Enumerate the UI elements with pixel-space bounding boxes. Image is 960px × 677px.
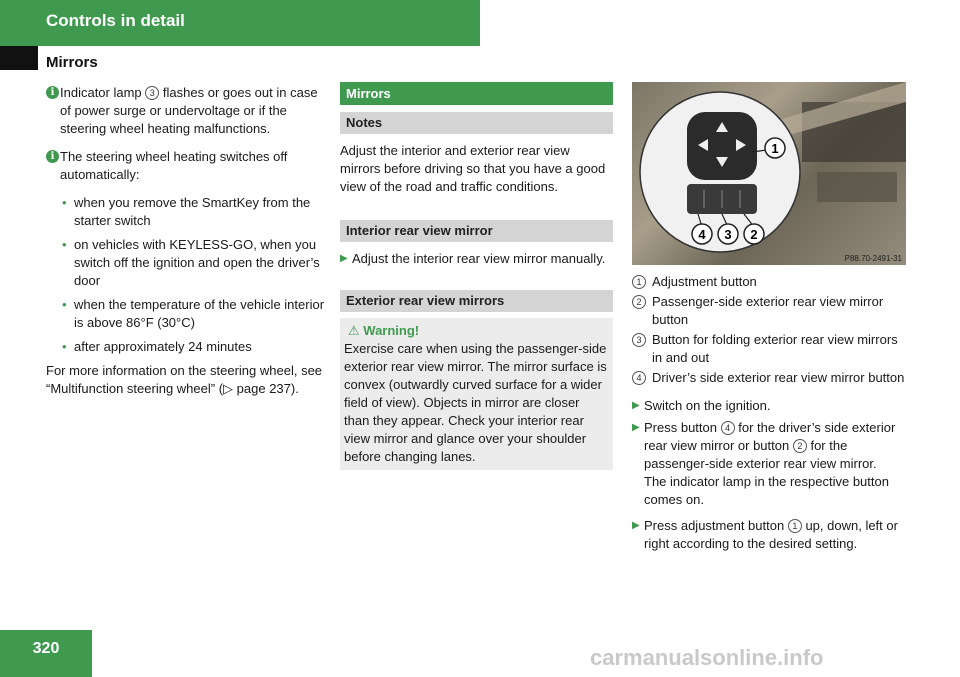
warning-title: Warning! — [363, 323, 420, 338]
callout-2: 2 — [750, 227, 758, 242]
more-info-text: For more information on the steering wheel, see “Multifunction steering wheel” (▷ page 237). — [46, 363, 323, 396]
interior-step: ▶ Adjust the interior rear view mirror manually. — [340, 251, 606, 266]
info-icon: i — [46, 86, 59, 99]
warning-triangle-icon: ⚠ — [348, 323, 360, 338]
page-ref-link[interactable]: page 237). — [236, 381, 299, 396]
notes-text: Adjust the interior and exterior rear view mirrors before driving so that you have a good view of the road and traffic conditions. — [340, 143, 606, 194]
door-control-photo — [632, 82, 906, 265]
watermark-text: carmanualsonline.info — [590, 645, 824, 670]
heading-mirrors: Mirrors — [340, 82, 613, 105]
photo-illustration — [632, 82, 906, 265]
legend-item-3: 3 Button for folding exterior rear view mirrors in and out — [632, 331, 908, 367]
callout-3: 3 — [724, 227, 732, 242]
callout-4: 4 — [698, 227, 706, 242]
chapter-title: Controls in detail — [46, 11, 185, 30]
section-title: Mirrors — [46, 54, 98, 71]
header-marker — [0, 46, 38, 70]
step-arrow-icon: ▶ — [632, 520, 640, 531]
bullet-item: • when you remove the SmartKey from the starter switch — [62, 195, 311, 228]
step-ignition: ▶ Switch on the ignition. — [632, 398, 771, 413]
info-note-1: i Indicator lamp 3 flashes or goes out in case of power surge or undervoltage or if the steering wheel heating malfunctions. — [46, 84, 326, 138]
info-note-2: i The steering wheel heating switches off automatically: — [46, 148, 326, 184]
legend-item-2: 2 Passenger-side exterior rear view mirror button — [632, 293, 908, 329]
bullet-item: • after approximately 24 minutes — [62, 339, 252, 354]
warning-box — [340, 318, 613, 470]
callout-ref: 3 — [145, 86, 159, 100]
step-press-button: ▶ Press button 4 for the driver’s side exterior rear view mirror or button 2 for the passenger-side exterior rear view mirror. The indicator lamp in the respective button comes on. — [632, 419, 908, 509]
callout-1: 1 — [771, 141, 779, 156]
page-ref-arrow-icon: ▷ — [223, 381, 234, 396]
step-arrow-icon: ▶ — [632, 400, 640, 411]
heading-interior-mirror: Interior rear view mirror — [340, 220, 613, 242]
step-adjust: ▶ Press adjustment button 1 up, down, left or right according to the desired setting. — [632, 518, 898, 551]
column-right — [632, 82, 908, 553]
step-result: The indicator lamp in the respective button comes on. — [644, 474, 889, 507]
column-middle — [340, 82, 613, 470]
legend-item-1: 1 Adjustment button — [632, 273, 908, 291]
bullet-item: • when the temperature of the vehicle interior is above 86°F (30°C) — [62, 297, 325, 330]
bullet-item: • on vehicles with KEYLESS-GO, when you switch off the ignition and open the driver’s door — [62, 237, 320, 288]
bullet-icon: • — [62, 195, 67, 210]
info-icon: i — [46, 150, 59, 163]
bullet-icon: • — [62, 297, 67, 312]
heading-notes: Notes — [340, 112, 613, 134]
legend-item-4: 4 Driver’s side exterior rear view mirror button — [632, 369, 908, 387]
heading-exterior-mirrors: Exterior rear view mirrors — [340, 290, 613, 312]
column-left — [46, 84, 326, 398]
photo-code: P88.70-2491-31 — [844, 254, 902, 263]
step-arrow-icon: ▶ — [632, 422, 640, 433]
warning-text: Exercise care when using the passenger-side exterior rear view mirror. The mirror surface is convex (outwardly curved surface for a wider field of view). Objects in mirror are closer than they appear. Check your interior rear view mirror and glance over your shoulder before changing lanes. — [344, 341, 607, 464]
step-arrow-icon: ▶ — [340, 253, 348, 264]
bullet-icon: • — [62, 339, 67, 354]
page-number: 320 — [32, 640, 60, 657]
bullet-icon: • — [62, 237, 67, 252]
